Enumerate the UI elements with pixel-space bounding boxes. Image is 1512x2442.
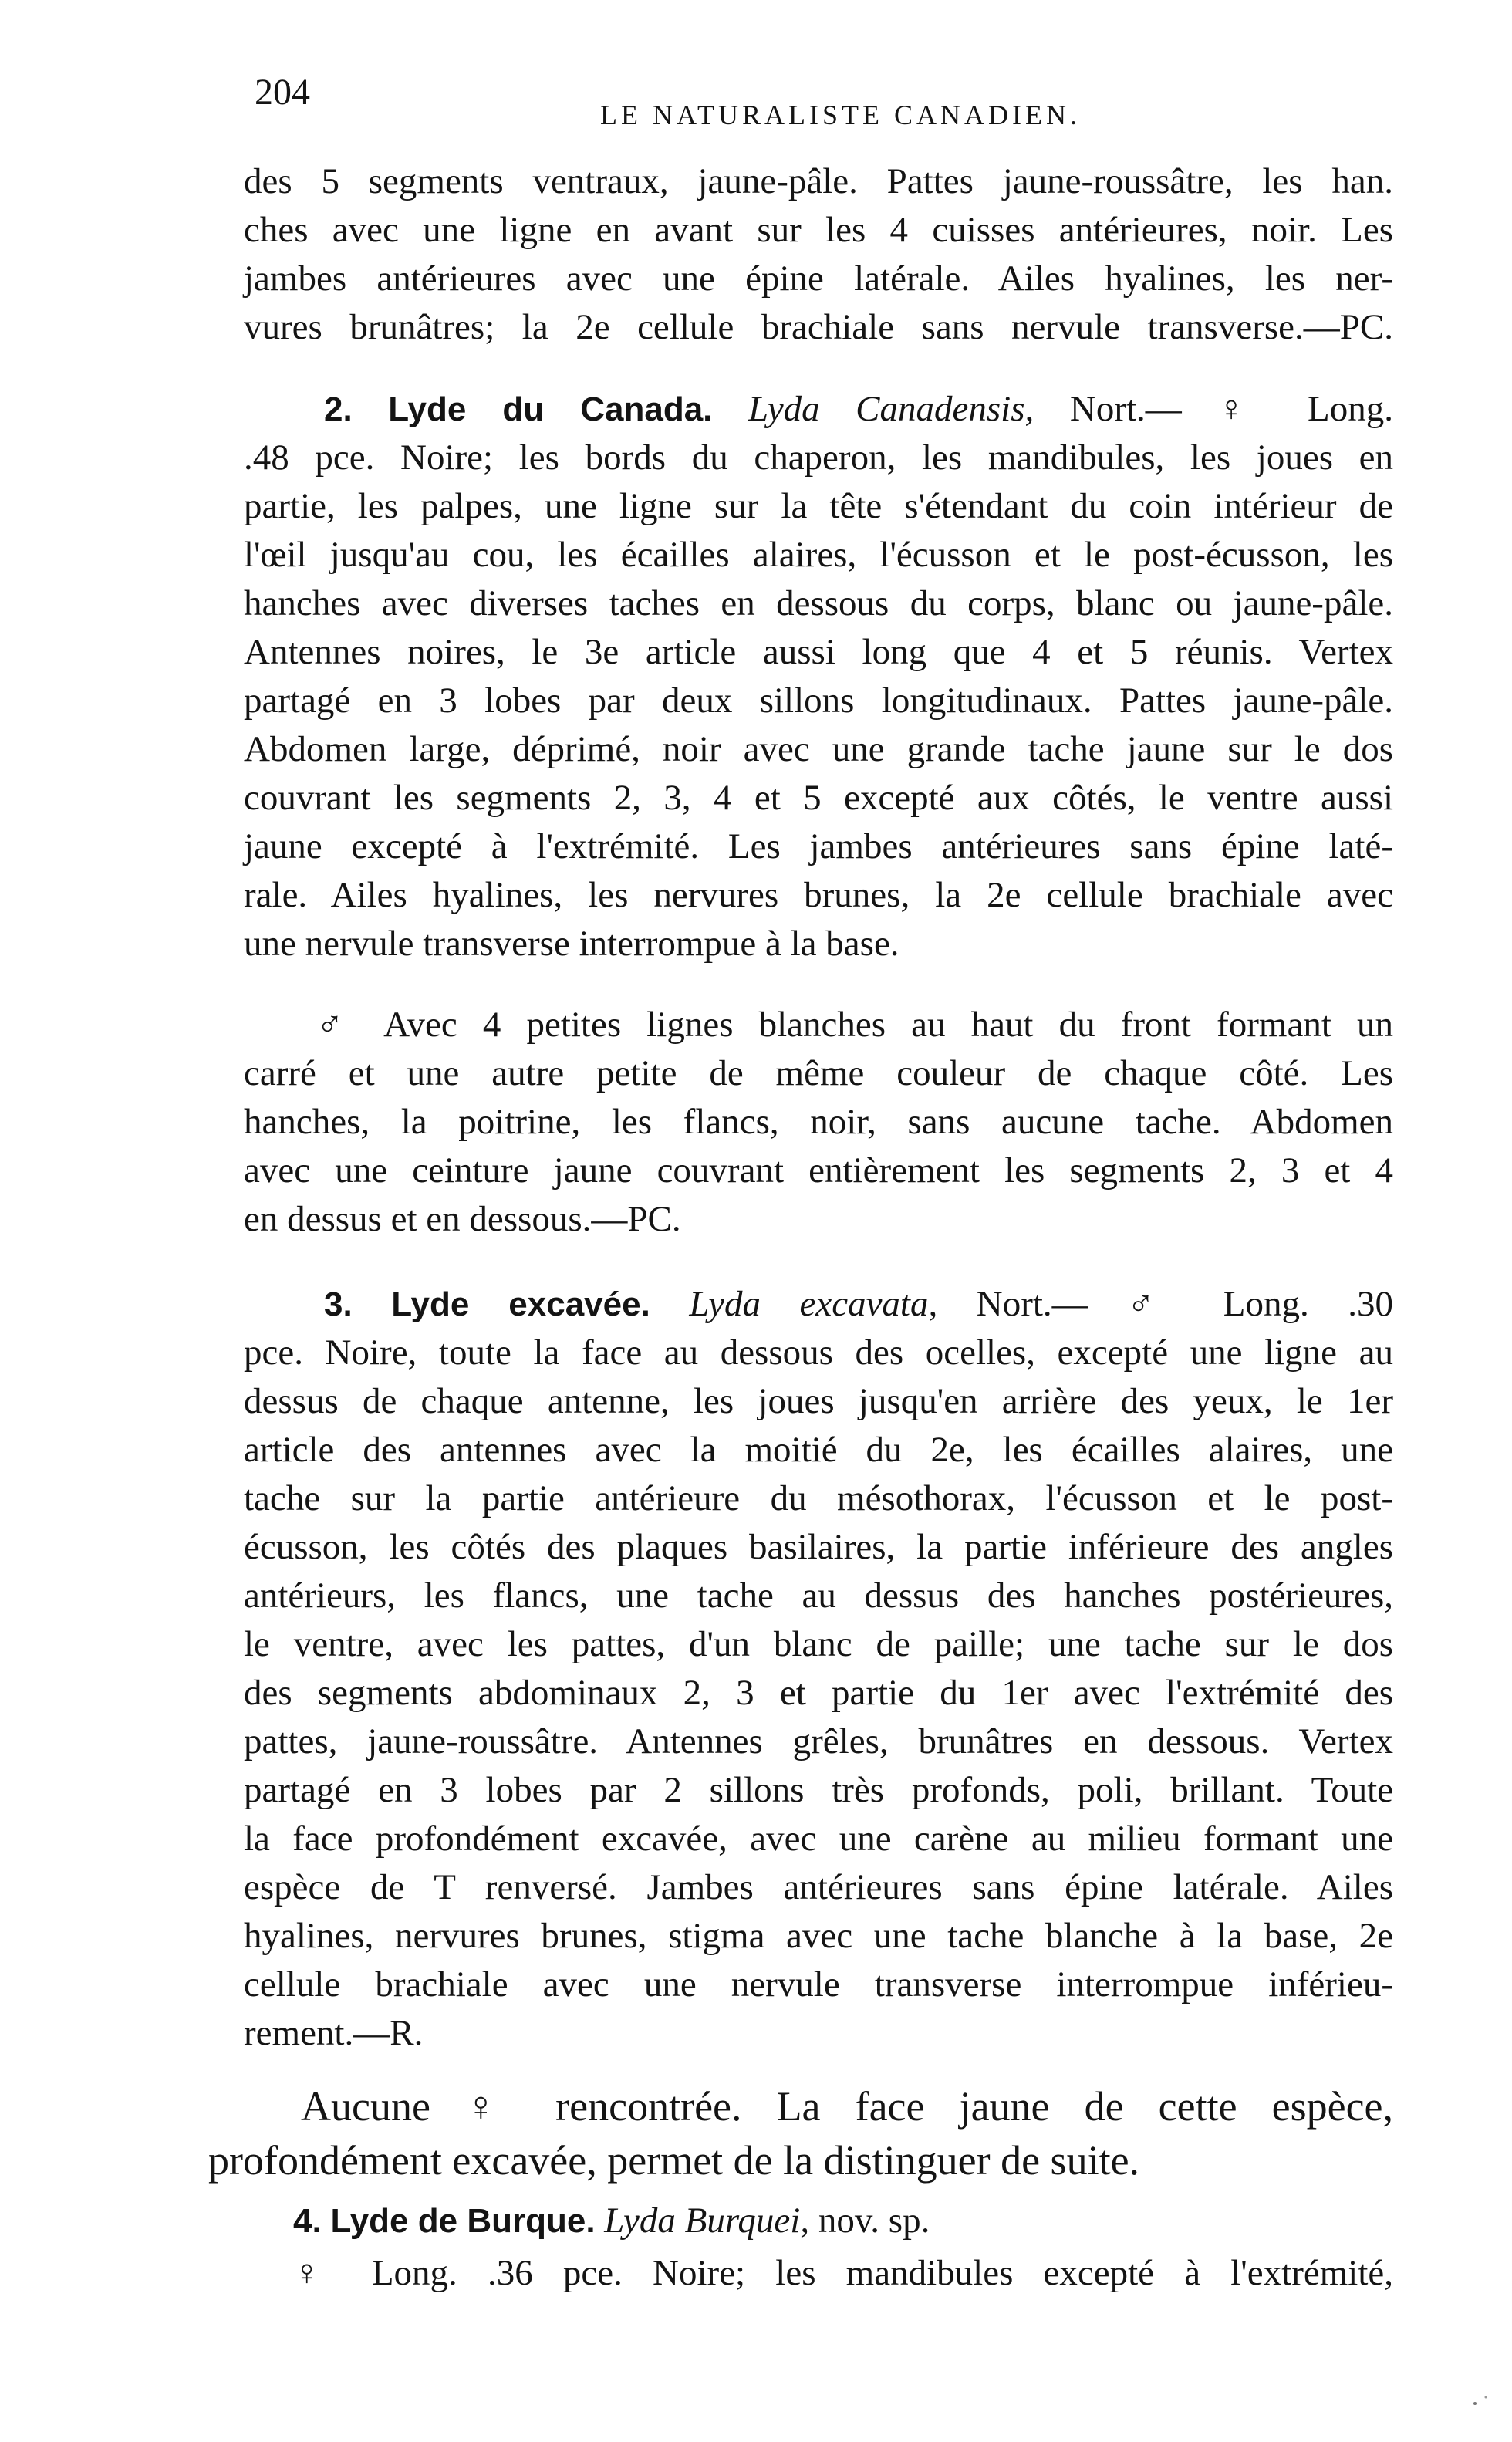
text-line: une nervule transverse interrompue à la base.	[244, 924, 899, 964]
text-line: ches avec une ligne en avant sur les 4 cuisses antérieures, noir. Les	[244, 210, 1393, 250]
running-title: LE NATURALISTE CANADIEN.	[600, 100, 1081, 130]
text-line: ♀ Long. .36 pce. Noire; les mandibules excepté à l'extrémité,	[293, 2253, 1393, 2293]
text-line: partagé en 3 lobes par 2 sillons très profonds, poli, brillant. Toute	[244, 1770, 1393, 1810]
text-line: rale. Ailes hyalines, les nervures brunes, la 2e cellule brachiale avec	[244, 875, 1393, 915]
text-line: partagé en 3 lobes par deux sillons longitudinaux. Pattes jaune-pâle.	[244, 681, 1393, 721]
text-line: la face profondément excavée, avec une carène au milieu formant une	[244, 1819, 1393, 1859]
text-line: rement.—R.	[244, 2013, 424, 2053]
text-line: tache sur la partie antérieure du mésothorax, l'écusson et le post-	[244, 1478, 1393, 1518]
page-header	[255, 71, 1396, 133]
text-line: hyalines, nervures brunes, stigma avec une tache blanche à la base, 2e	[244, 1916, 1393, 1956]
species-latin-name: Lyda Burquei,	[604, 2201, 810, 2241]
text-line: dessus de chaque antenne, les joues jusqu'en arrière des yeux, le 1er	[244, 1381, 1393, 1421]
text-line: l'œil jusqu'au cou, les écailles alaires, l'écusson et le post-écusson, les	[244, 535, 1393, 575]
text-line: cellule brachiale avec une nervule transverse interrompue inférieu-	[244, 1964, 1393, 2005]
species-number: 4.	[293, 2202, 322, 2240]
text-line: écusson, les côtés des plaques basilaires, la partie inférieure des angles	[244, 1527, 1393, 1567]
text-line: pce. Noire, toute la face au dessous des ocelles, excepté une ligne au	[244, 1332, 1393, 1373]
text-line: avec une ceinture jaune couvrant entièrement les segments 2, 3 et 4	[244, 1150, 1393, 1191]
text-line: des 5 segments ventraux, jaune-pâle. Pattes jaune-roussâtre, les han.	[244, 161, 1393, 201]
paper-speck-mark	[1466, 2388, 1497, 2411]
note-line: Aucune ♀ rencontrée. La face jaune de cette espèce,	[301, 2083, 1393, 2130]
species-author: Nort.— ♀ Long.	[1069, 389, 1394, 429]
species-heading-3	[324, 1281, 1393, 1328]
text-line: couvrant les segments 2, 3, 4 et 5 excepté aux côtés, le ventre aussi	[244, 778, 1393, 818]
species-name: Lyde du Canada.	[388, 390, 713, 428]
species-name: Lyde excavée.	[391, 1285, 650, 1323]
text-line: Antennes noires, le 3e article aussi long que 4 et 5 réunis. Vertex	[244, 632, 1393, 672]
text-line: antérieurs, les flancs, une tache au dessus des hanches postérieures,	[244, 1576, 1393, 1616]
text-line: vures brunâtres; la 2e cellule brachiale sans nervule transverse.—PC.	[244, 307, 1393, 347]
species-heading-2	[324, 386, 1393, 433]
text-line: le ventre, avec les pattes, d'un blanc de paille; une tache sur le dos	[244, 1624, 1393, 1664]
text-line: pattes, jaune-roussâtre. Antennes grêles, brunâtres en dessous. Vertex	[244, 1721, 1393, 1761]
species-number: 3.	[324, 1285, 353, 1323]
species-author: nov. sp.	[818, 2201, 930, 2241]
species-latin-name: Lyda Canadensis,	[748, 389, 1034, 429]
text-line: jaune excepté à l'extrémité. Les jambes antérieures sans épine laté-	[244, 826, 1393, 866]
note-line: profondément excavée, permet de la distinguer de suite.	[208, 2137, 1140, 2184]
text-line: carré et une autre petite de même couleur de chaque côté. Les	[244, 1053, 1393, 1093]
text-line: hanches, la poitrine, les flancs, noir, sans aucune tache. Abdomen	[244, 1102, 1393, 1142]
text-line: partie, les palpes, une ligne sur la tête s'étendant du coin intérieur de	[244, 486, 1393, 526]
species-latin-name: Lyda excavata,	[689, 1284, 938, 1324]
page-number: 204	[255, 72, 310, 113]
text-line: espèce de T renversé. Jambes antérieures sans épine latérale. Ailes	[244, 1867, 1393, 1907]
text-line: des segments abdominaux 2, 3 et partie du 1er avec l'extrémité des	[244, 1673, 1393, 1713]
text-line: ♂ Avec 4 petites lignes blanches au haut du front formant un	[316, 1005, 1393, 1045]
text-line: hanches avec diverses taches en dessous du corps, blanc ou jaune-pâle.	[244, 583, 1393, 623]
text-line: article des antennes avec la moitié du 2e, les écailles alaires, une	[244, 1430, 1393, 1470]
species-author: Nort.— ♂ Long. .30	[976, 1284, 1394, 1324]
text-line: en dessus et en dessous.—PC.	[244, 1199, 681, 1239]
text-line: Abdomen large, déprimé, noir avec une grande tache jaune sur le dos	[244, 729, 1393, 769]
text-line: .48 pce. Noire; les bords du chaperon, les mandibules, les joues en	[244, 437, 1393, 478]
species-name: Lyde de Burque.	[330, 2202, 596, 2240]
species-heading-4	[293, 2197, 1393, 2244]
species-number: 2.	[324, 390, 353, 428]
text-line: jambes antérieures avec une épine latérale. Ailes hyalines, les ner-	[244, 258, 1393, 299]
